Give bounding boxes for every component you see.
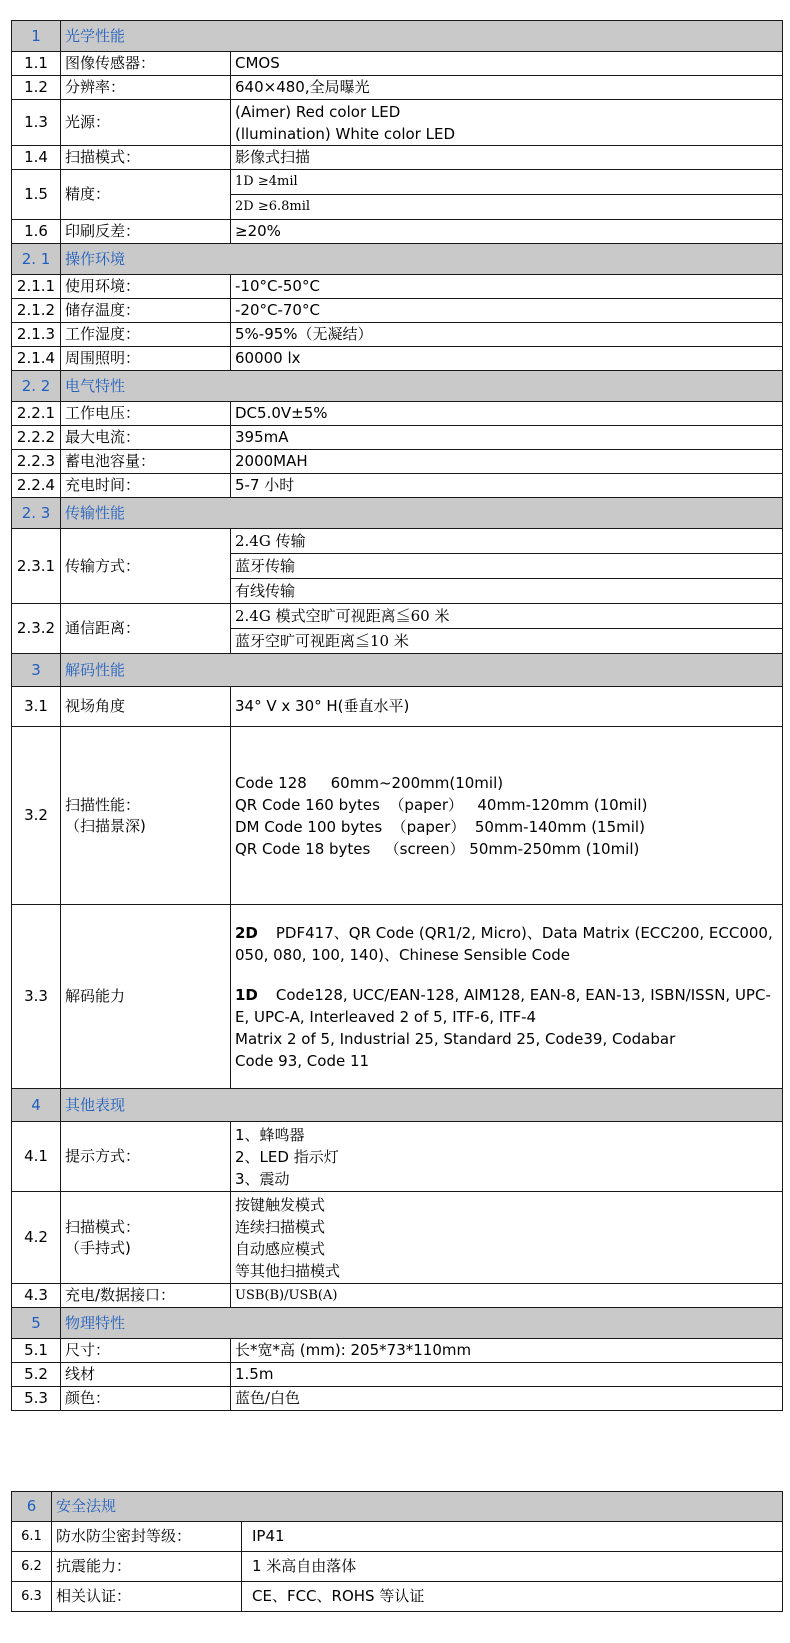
row-value: 640×480,全局曝光 xyxy=(231,76,783,100)
table-row xyxy=(12,604,783,654)
row-number: 6.2 xyxy=(12,1552,52,1582)
row-label: 精度： xyxy=(61,170,231,220)
table-row xyxy=(12,1582,783,1612)
value-line: Code 93, Code 11 xyxy=(235,1051,370,1070)
row-label: 尺寸： xyxy=(61,1339,231,1363)
row-label: 光源： xyxy=(61,100,231,146)
decode-2d-tag: 2D xyxy=(235,923,258,942)
row-value: CE、FCC、ROHS 等认证 xyxy=(242,1582,783,1612)
safety-table xyxy=(11,1491,783,1612)
row-value: 2000MAH xyxy=(231,450,783,474)
row-label: 使用环境： xyxy=(61,275,231,299)
table-row xyxy=(12,402,783,426)
row-value: 395mA xyxy=(231,426,783,450)
row-label: 传输方式： xyxy=(61,529,231,604)
row-number: 2.2.2 xyxy=(12,426,61,450)
section-title: 其他表现 xyxy=(61,1089,783,1122)
value-line: 自动感应模式 xyxy=(235,1239,326,1258)
section-title: 操作环境 xyxy=(61,244,783,275)
row-value: -10°C-50°C xyxy=(231,275,783,299)
row-label: 工作电压： xyxy=(61,402,231,426)
row-value xyxy=(231,1192,783,1284)
row-value: IP41 xyxy=(242,1522,783,1552)
table-row xyxy=(12,1387,783,1411)
section-number: 2. 1 xyxy=(12,244,61,275)
value-line: Matrix 2 of 5, Industrial 25, Standard 25, Code39, Codabar xyxy=(235,1029,676,1048)
row-label: 图像传感器： xyxy=(61,52,231,76)
value-line: 2、LED 指示灯 xyxy=(235,1147,339,1166)
row-number: 5.2 xyxy=(12,1363,61,1387)
decode-1d xyxy=(235,984,778,1028)
section-title: 光学性能 xyxy=(61,21,783,52)
row-value: CMOS xyxy=(231,52,783,76)
row-label: 充电/数据接口： xyxy=(61,1284,231,1308)
row-label: 通信距离： xyxy=(61,604,231,654)
value-line: 连续扫描模式 xyxy=(235,1217,326,1236)
value-line: 2D ≥6.8mil xyxy=(235,199,311,214)
table-row xyxy=(12,76,783,100)
row-label: 储存温度： xyxy=(61,299,231,323)
row-number: 2.1.2 xyxy=(12,299,61,323)
value-line: 有线传输 xyxy=(235,582,296,600)
section-header xyxy=(12,1492,783,1522)
row-value xyxy=(231,727,783,905)
table-row xyxy=(12,450,783,474)
table-row xyxy=(12,1284,783,1308)
section-header xyxy=(12,498,783,529)
section-header xyxy=(12,244,783,275)
row-label: 最大电流： xyxy=(61,426,231,450)
section-title: 电气特性 xyxy=(61,371,783,402)
row-value xyxy=(231,100,783,146)
value-line: 3、震动 xyxy=(235,1169,290,1188)
section-title: 物理特性 xyxy=(61,1308,783,1339)
row-label: 充电时间： xyxy=(61,474,231,498)
value-line: 等其他扫描模式 xyxy=(235,1261,341,1280)
row-value: 5%-95%（无凝结） xyxy=(231,323,783,347)
section-title: 安全法规 xyxy=(52,1492,783,1522)
table-row xyxy=(12,299,783,323)
row-label: 颜色： xyxy=(61,1387,231,1411)
section-number: 1 xyxy=(12,21,61,52)
row-label xyxy=(61,1192,231,1284)
row-value xyxy=(231,1122,783,1192)
table-row xyxy=(12,426,783,450)
row-label: 印刷反差： xyxy=(61,220,231,244)
row-number: 2.3.1 xyxy=(12,529,61,604)
value-line: Code 128 60mm~200mm(10mil) xyxy=(235,773,504,792)
row-value: DC5.0V±5% xyxy=(231,402,783,426)
row-number: 2.2.3 xyxy=(12,450,61,474)
section-header xyxy=(12,21,783,52)
value-line: 2.4G 模式空旷可视距离≦60 米 xyxy=(231,604,782,629)
table-row xyxy=(12,100,783,146)
row-number: 1.1 xyxy=(12,52,61,76)
section-number: 2. 2 xyxy=(12,371,61,402)
row-label: 工作湿度： xyxy=(61,323,231,347)
table-row xyxy=(12,323,783,347)
row-number: 2.2.4 xyxy=(12,474,61,498)
row-number: 4.2 xyxy=(12,1192,61,1284)
row-value: ≥20% xyxy=(231,220,783,244)
section-header xyxy=(12,1308,783,1339)
row-value: USB(B)/USB(A) xyxy=(231,1284,783,1308)
row-number: 2.1.4 xyxy=(12,347,61,371)
row-value: 1.5m xyxy=(231,1363,783,1387)
row-label: 分辨率： xyxy=(61,76,231,100)
section-header xyxy=(12,371,783,402)
row-label: 解码能力 xyxy=(61,905,231,1089)
row-label: 周围照明： xyxy=(61,347,231,371)
section-header xyxy=(12,1089,783,1122)
table-row xyxy=(12,1339,783,1363)
row-label: 提示方式： xyxy=(61,1122,231,1192)
label-line: （扫描景深) xyxy=(65,816,146,835)
row-number: 1.2 xyxy=(12,76,61,100)
row-label: 防水防尘密封等级： xyxy=(52,1522,242,1552)
row-value: 5-7 小时 xyxy=(231,474,783,498)
row-value: 蓝色/白色 xyxy=(231,1387,783,1411)
row-value xyxy=(231,905,783,1089)
value-line: QR Code 18 bytes （screen） 50mm-250mm (10mil) xyxy=(235,839,640,858)
section-title: 传输性能 xyxy=(61,498,783,529)
section-number: 2. 3 xyxy=(12,498,61,529)
decode-1d-tag: 1D xyxy=(235,985,258,1004)
table-row xyxy=(12,1192,783,1284)
row-number: 2.1.3 xyxy=(12,323,61,347)
value-line: 1、蜂鸣器 xyxy=(235,1125,305,1144)
row-number: 2.3.2 xyxy=(12,604,61,654)
row-value: 长*宽*高 (mm): 205*73*110mm xyxy=(231,1339,783,1363)
spec-table xyxy=(11,20,783,1411)
value-line: DM Code 100 bytes （paper） 50mm-140mm (15mil) xyxy=(235,817,645,836)
row-number: 3.3 xyxy=(12,905,61,1089)
row-number: 1.4 xyxy=(12,146,61,170)
row-number: 2.1.1 xyxy=(12,275,61,299)
section-number: 6 xyxy=(12,1492,52,1522)
row-label: 视场角度 xyxy=(61,687,231,727)
row-label: 相关认证： xyxy=(52,1582,242,1612)
decode-2d xyxy=(235,922,778,966)
row-number: 1.3 xyxy=(12,100,61,146)
row-number: 6.1 xyxy=(12,1522,52,1552)
table-row xyxy=(12,1552,783,1582)
row-label: 抗震能力： xyxy=(52,1552,242,1582)
row-value xyxy=(231,604,783,654)
row-number: 6.3 xyxy=(12,1582,52,1612)
label-line: （手持式) xyxy=(65,1238,131,1257)
table-row xyxy=(12,146,783,170)
row-value: 34° V x 30° H(垂直水平) xyxy=(231,687,783,727)
value-line: (llumination) White color LED xyxy=(235,124,455,143)
section-title: 解码性能 xyxy=(61,654,783,687)
row-label xyxy=(61,727,231,905)
table-row xyxy=(12,347,783,371)
value-line: 1D ≥4mil xyxy=(231,170,782,195)
section-number: 3 xyxy=(12,654,61,687)
row-value: -20°C-70°C xyxy=(231,299,783,323)
table-row xyxy=(12,170,783,220)
row-number: 3.2 xyxy=(12,727,61,905)
value-line: 2.4G 传输 xyxy=(231,529,782,554)
value-line: 蓝牙传输 xyxy=(231,554,782,579)
value-line: QR Code 160 bytes （paper） 40mm-120mm (10mil) xyxy=(235,795,648,814)
row-number: 4.3 xyxy=(12,1284,61,1308)
table-row xyxy=(12,220,783,244)
value-line: 蓝牙空旷可视距离≦10 米 xyxy=(235,632,409,650)
table-row xyxy=(12,727,783,905)
table-row xyxy=(12,1363,783,1387)
section-number: 4 xyxy=(12,1089,61,1122)
table-row xyxy=(12,474,783,498)
row-value: 60000 lx xyxy=(231,347,783,371)
table-row xyxy=(12,687,783,727)
table-row xyxy=(12,1122,783,1192)
row-number: 5.3 xyxy=(12,1387,61,1411)
row-number: 4.1 xyxy=(12,1122,61,1192)
row-number: 1.5 xyxy=(12,170,61,220)
row-number: 1.6 xyxy=(12,220,61,244)
section-number: 5 xyxy=(12,1308,61,1339)
row-number: 5.1 xyxy=(12,1339,61,1363)
row-value xyxy=(231,529,783,604)
table-row xyxy=(12,52,783,76)
table-row xyxy=(12,529,783,604)
row-label: 扫描模式： xyxy=(61,146,231,170)
value-line: (Aimer) Red color LED xyxy=(235,102,401,121)
decode-2d-text: PDF417、QR Code (QR1/2, Micro)、Data Matrix (ECC200, ECC000, 050, 080, 100, 140)、Chinese Sensible Code xyxy=(235,923,773,964)
row-value: 影像式扫描 xyxy=(231,146,783,170)
row-value: 1 米高自由落体 xyxy=(242,1552,783,1582)
row-number: 2.2.1 xyxy=(12,402,61,426)
table-row xyxy=(12,1522,783,1552)
section-header xyxy=(12,654,783,687)
decode-1d-text: Code128, UCC/EAN-128, AIM128, EAN-8, EAN-13, ISBN/ISSN, UPC-E, UPC-A, Interleaved 2 of 5, ITF-6, ITF-4 xyxy=(235,985,771,1026)
label-line: 扫描模式： xyxy=(65,1217,141,1236)
row-label: 线材 xyxy=(61,1363,231,1387)
value-line: 按键触发模式 xyxy=(235,1195,326,1214)
row-value xyxy=(231,170,783,220)
label-line: 扫描性能： xyxy=(65,795,141,814)
table-row xyxy=(12,905,783,1089)
row-number: 3.1 xyxy=(12,687,61,727)
row-label: 蓄电池容量： xyxy=(61,450,231,474)
table-row xyxy=(12,275,783,299)
